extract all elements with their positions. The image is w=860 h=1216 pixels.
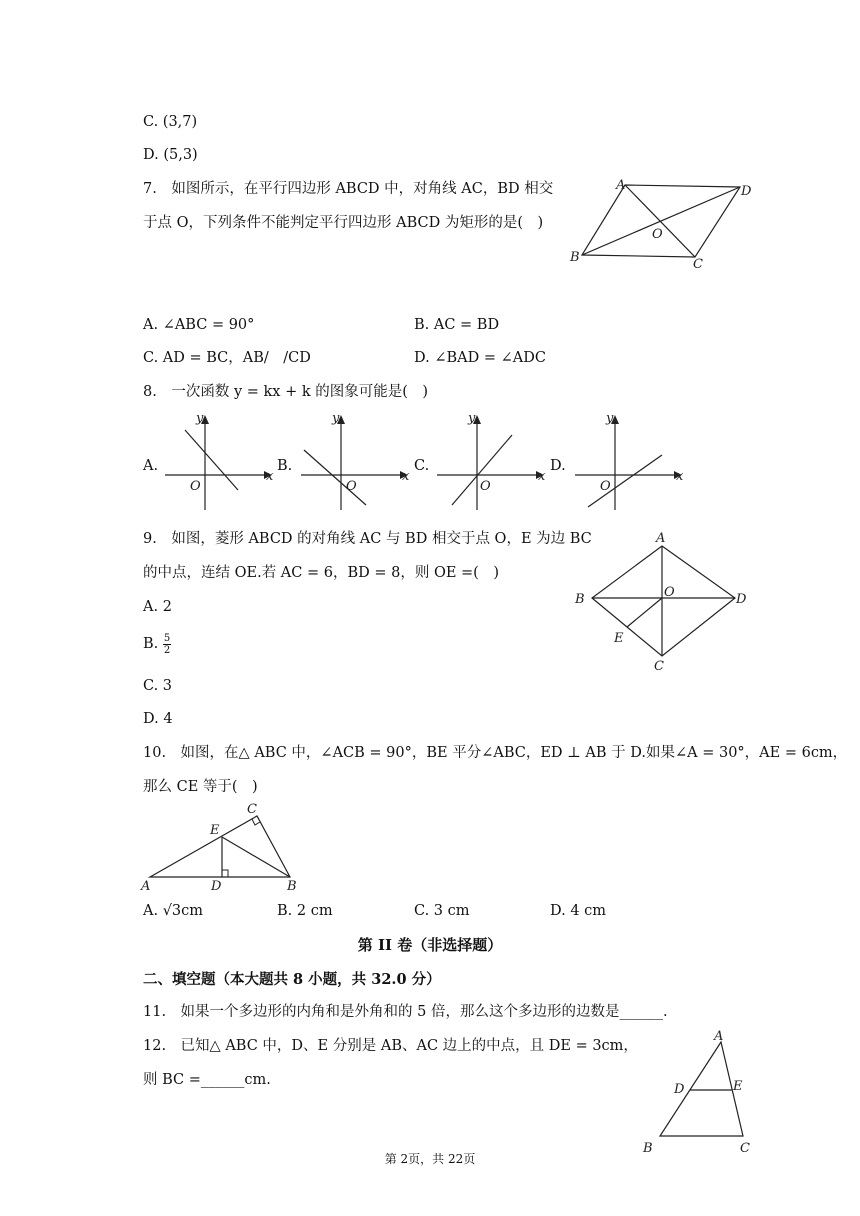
q9-stem-line1: 9. 如图，菱形 ABCD 的对角线 AC 与 BD 相交于点 O，E 为边 BC — [143, 531, 592, 547]
q10-option-d: D. 4 cm — [550, 903, 607, 919]
q8-option-a-label: A. — [143, 458, 159, 474]
q7-stem-line2: 于点 O，下列条件不能判定平行四边形 ABCD 为矩形的是( ) — [143, 215, 544, 231]
q9-label-c: C — [654, 659, 664, 674]
q9-label-o: O — [664, 585, 675, 600]
q9-option-b — [143, 630, 171, 658]
q12-stem-line1: 12. 已知△ ABC 中，D、E 分别是 AB、AC 边上的中点，且 DE = 3cm， — [143, 1038, 638, 1054]
q7-option-a: A. ∠ABC = 90° — [143, 317, 255, 333]
q10-label-c: C — [247, 802, 257, 817]
option-d-q6: D. (5,3) — [143, 147, 198, 163]
q8a-origin-label: O — [190, 479, 201, 494]
q8b-origin-label: O — [346, 479, 357, 494]
q10-stem-line1: 10. 如图，在△ ABC 中，∠ACB = 90°，BE 平分∠ABC，ED ⊥ AB 于 D.如果∠A = 30°，AE = 6cm， — [143, 745, 848, 761]
q8-graph-c — [432, 410, 552, 515]
q7-label-o: O — [652, 227, 663, 242]
q10-option-a: A. √3cm — [143, 903, 204, 919]
q10-label-d: D — [211, 879, 222, 894]
q9-label-d: D — [736, 592, 747, 607]
q8-graph-d — [570, 410, 690, 515]
q8c-x-label: x — [538, 469, 546, 484]
q8b-y-label: y — [332, 411, 340, 426]
q7-label-d: D — [741, 184, 752, 199]
q7-option-c: C. AD = BC，AB/ /CD — [143, 350, 311, 366]
q7-parallelogram-figure — [565, 175, 760, 270]
q8-option-c-label: C. — [414, 458, 430, 474]
option-c-q6: C. (3,7) — [143, 114, 198, 130]
q8-graph-a — [160, 410, 280, 515]
q8-graph-b — [296, 410, 416, 515]
section2-heading: 二、填空题（本大题共 8 小题，共 32.0 分） — [143, 971, 441, 988]
q12-label-b: B — [643, 1141, 653, 1156]
q8d-origin-label: O — [600, 479, 611, 494]
q7-label-c: C — [693, 257, 703, 270]
q9-option-d: D. 4 — [143, 711, 173, 727]
q10-label-e: E — [210, 823, 220, 838]
q9-option-b-prefix: B. — [143, 636, 159, 652]
q7-label-a: A — [616, 178, 626, 193]
q10-label-a: A — [141, 879, 151, 894]
q8a-x-label: x — [266, 469, 274, 484]
q9-option-a: A. 2 — [143, 599, 172, 615]
q7-option-d: D. ∠BAD = ∠ADC — [414, 350, 546, 366]
q9-label-a: A — [656, 531, 666, 546]
q8c-origin-label: O — [480, 479, 491, 494]
q8b-x-label: x — [402, 469, 410, 484]
q12-stem-line2: 则 BC =______cm. — [143, 1072, 271, 1088]
q8d-y-label: y — [606, 411, 614, 426]
q9-fraction-denominator: 2 — [163, 644, 171, 656]
q12-label-a: A — [714, 1030, 724, 1044]
q7-option-b: B. AC = BD — [414, 317, 500, 333]
page-footer: 第 2页，共 22页 — [384, 1152, 476, 1166]
q9-label-b: B — [575, 592, 585, 607]
q8-option-d-label: D. — [550, 458, 566, 474]
q10-option-b: B. 2 cm — [277, 903, 333, 919]
q7-stem-line1: 7. 如图所示，在平行四边形 ABCD 中，对角线 AC，BD 相交 — [143, 181, 554, 197]
q9-stem-line2: 的中点，连结 OE.若 AC = 6，BD = 8，则 OE =( ) — [143, 565, 499, 581]
q12-label-d: D — [674, 1082, 685, 1097]
q9-option-b-fraction — [163, 633, 171, 656]
part2-title: 第 II 卷（非选择题） — [357, 936, 503, 954]
q8-option-b-label: B. — [277, 458, 293, 474]
q10-triangle-figure — [135, 800, 310, 895]
q8d-x-label: x — [676, 469, 684, 484]
q10-option-c: C. 3 cm — [414, 903, 470, 919]
q9-option-c: C. 3 — [143, 678, 173, 694]
q8a-y-label: y — [196, 411, 204, 426]
q8-stem: 8. 一次函数 y = kx + k 的图象可能是( ) — [143, 384, 429, 400]
q9-fraction-numerator: 5 — [163, 632, 171, 644]
q9-rhombus-figure — [570, 528, 755, 678]
q12-label-e: E — [733, 1079, 743, 1094]
q10-label-b: B — [287, 879, 297, 894]
q12-triangle-figure — [638, 1030, 758, 1160]
q12-label-c: C — [740, 1141, 750, 1156]
q7-label-b: B — [570, 250, 580, 265]
q8c-y-label: y — [468, 411, 476, 426]
q9-label-e: E — [614, 631, 624, 646]
q10-stem-line2: 那么 CE 等于( ) — [143, 779, 258, 795]
q11-stem: 11. 如果一个多边形的内角和是外角和的 5 倍，那么这个多边形的边数是______. — [143, 1004, 668, 1020]
